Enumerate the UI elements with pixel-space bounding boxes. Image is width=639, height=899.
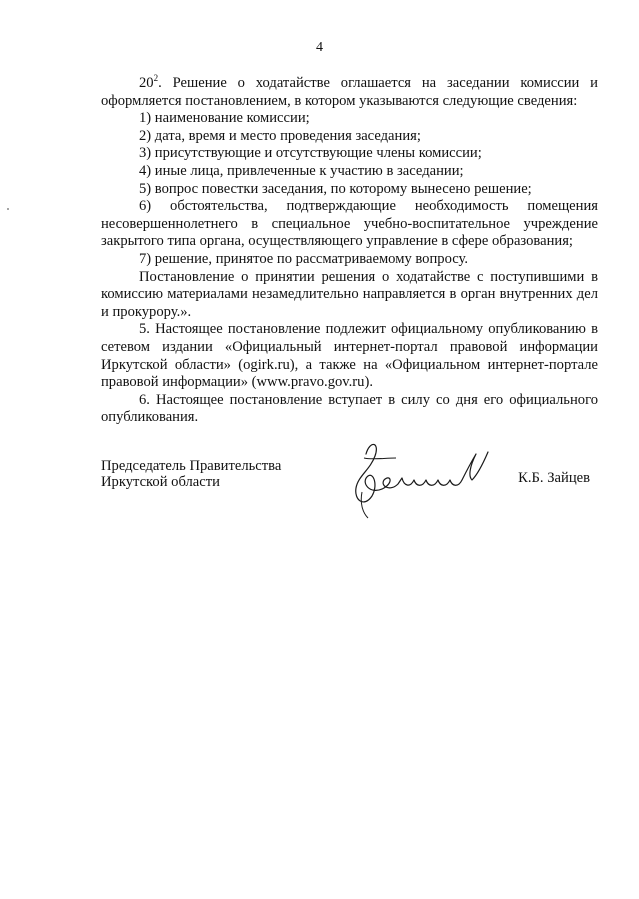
clause-intro-text: . Решение о ходатайстве оглашается на заседании комиссии и оформляется постановлением, в котором указываются следующие сведения: (101, 75, 598, 109)
handwritten-signature (344, 436, 494, 526)
list-item: 5) вопрос повестки заседания, по которому вынесено решение; (139, 180, 532, 197)
list-item: 2) дата, время и место проведения заседания; (139, 127, 421, 144)
list-item: 4) иные лица, привлеченные к участию в заседании; (139, 162, 464, 179)
signer-title (101, 458, 281, 490)
clause-number: 20 (139, 75, 154, 91)
clause-20-2-intro (101, 75, 598, 110)
page-number: 4 (316, 40, 323, 55)
document-body (101, 75, 598, 427)
clause-superscript: 2 (153, 73, 159, 84)
clause-5: 5. Настоящее постановление подлежит официальному опубликованию в сетевом издании «Официальный интернет-портал правовой информации Иркутской области» (ogirk.ru), а также на «Официальном интернет-портале правовой информации» (www.pravo.gov.ru). (101, 321, 598, 391)
scan-speck (7, 208, 9, 210)
signature-block (101, 458, 598, 528)
signer-title-line-2: Иркутской области (101, 474, 220, 490)
list-item: 7) решение, принятое по рассматриваемому вопросу. (139, 250, 469, 267)
list-item: 3) присутствующие и отсутствующие члены комиссии; (139, 145, 482, 162)
clause-6: 6. Настоящее постановление вступает в силу со дня его официального опубликования. (101, 391, 598, 426)
list-item: 6) обстоятельства, подтверждающие необходимость помещения несовершеннолетнего в специальное учебно-воспитательное учреждение закрытого типа органа, осуществляющего управление в сфере образования; (101, 198, 598, 250)
signer-title-line-1: Председатель Правительства (101, 458, 282, 474)
list-item: 1) наименование комиссии; (139, 110, 310, 127)
clause-20-2-closing: Постановление о принятии решения о ходатайстве с поступившими в комиссию материалами незамедлительно направляется в орган внутренних дел и прокурору.». (101, 268, 598, 320)
signer-name: К.Б. Зайцев (518, 470, 590, 486)
